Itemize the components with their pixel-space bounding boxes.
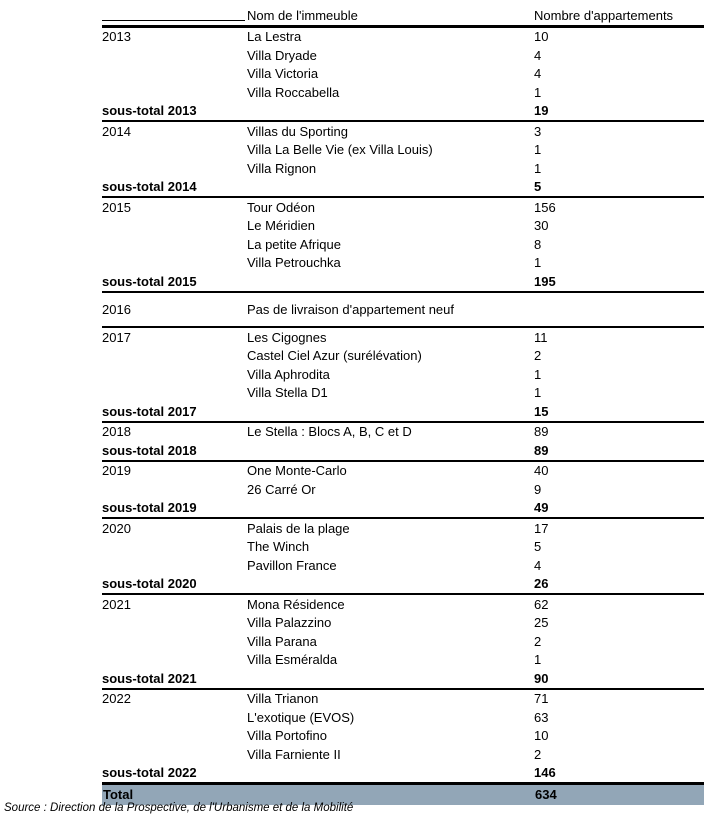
subtotal-label-cell: sous-total 2018: [102, 441, 247, 461]
subtotal-value-cell: 195: [534, 272, 704, 292]
building-row: [102, 461, 704, 481]
subtotal-value-cell: 49: [534, 499, 704, 519]
apartment-count-cell: 62: [534, 596, 549, 612]
year-cell: [102, 254, 247, 273]
building-row: [102, 254, 704, 273]
year-cell: [102, 65, 247, 84]
apartment-count-cell: 156: [534, 199, 556, 215]
year-cell: 2022: [102, 691, 131, 706]
subtotal-value-cell: 5: [534, 178, 704, 198]
year-cell: 2020: [102, 520, 131, 536]
building-name-cell: Villa Parana: [247, 633, 317, 649]
subtotal-spacer-cell: [247, 499, 534, 519]
building-row: [102, 614, 704, 633]
total-value-cell: 634: [534, 784, 704, 805]
year-cell: [102, 217, 247, 236]
subtotal-row: [102, 272, 704, 292]
apartment-count-cell: 4: [534, 47, 542, 63]
building-row: [102, 480, 704, 499]
subtotal-row: [102, 669, 704, 689]
apartment-count-cell: [534, 292, 704, 328]
apartment-count-cell: 1: [534, 84, 542, 100]
subtotal-value-cell: 19: [534, 102, 704, 122]
year-cell: 2019: [102, 463, 131, 478]
building-name-cell: Villa Palazzino: [247, 615, 332, 630]
building-row: [102, 556, 704, 575]
year-cell: [102, 365, 247, 384]
subtotal-row: [102, 402, 704, 422]
apartment-count-cell: 1: [534, 160, 542, 176]
building-row: [102, 46, 704, 65]
subtotal-spacer-cell: [247, 575, 534, 595]
subtotal-row: [102, 575, 704, 595]
year-cell: 2016: [102, 292, 247, 328]
year-cell: 2021: [102, 596, 131, 612]
year-cell: [102, 632, 247, 651]
building-name-cell: L'exotique (EVOS): [247, 709, 355, 725]
year-cell: 2018: [102, 424, 131, 439]
building-name-cell: Le Méridien: [247, 218, 315, 233]
apartment-count-cell: 3: [534, 123, 542, 139]
year-cell: [102, 235, 247, 254]
building-name-cell: Pas de livraison d'appartement neuf: [247, 292, 534, 328]
year-cell: [102, 83, 247, 102]
subtotal-value-cell: 26: [534, 575, 704, 595]
subtotal-value-cell: 15: [534, 402, 704, 422]
building-name-cell: Villa Roccabella: [247, 84, 340, 100]
building-row: [102, 235, 704, 254]
apartment-count-cell: 2: [534, 348, 542, 363]
year-cell: [102, 727, 247, 746]
year-cell: [102, 347, 247, 366]
apartment-count-cell: 10: [534, 29, 549, 44]
subtotal-spacer-cell: [247, 178, 534, 198]
apartment-count-cell: 17: [534, 520, 549, 536]
apartment-count-cell: 2: [534, 746, 542, 762]
building-name-cell: Villa Portofino: [247, 728, 327, 743]
building-name-cell: Villa Dryade: [247, 47, 317, 63]
building-row: [102, 26, 704, 46]
apartment-count-cell: 63: [534, 709, 549, 725]
building-name-cell: Le Stella : Blocs A, B, C et D: [247, 424, 412, 439]
building-name-cell: Castel Ciel Azur (surélévation): [247, 348, 422, 363]
building-name-cell: The Winch: [247, 539, 310, 554]
subtotal-row: [102, 441, 704, 461]
subtotal-row: [102, 178, 704, 198]
subtotal-spacer-cell: [247, 272, 534, 292]
apartment-count-cell: 4: [534, 557, 542, 573]
building-row: [102, 197, 704, 217]
apartments-table-wrap: [102, 6, 704, 805]
subtotal-label-cell: sous-total 2017: [102, 402, 247, 422]
header-year-cell: [102, 6, 247, 26]
apartment-count-cell: 1: [534, 652, 542, 667]
building-name-cell: Villa Farniente II: [247, 746, 341, 762]
subtotal-label-cell: sous-total 2020: [102, 575, 247, 595]
total-label-cell: Total: [102, 784, 247, 805]
building-row: [102, 65, 704, 84]
building-row: [102, 141, 704, 160]
subtotal-value-cell: 90: [534, 669, 704, 689]
building-name-cell: Les Cigognes: [247, 329, 327, 345]
subtotal-spacer-cell: [247, 402, 534, 422]
subtotal-label-cell: sous-total 2013: [102, 102, 247, 122]
building-name-cell: Villa Esméralda: [247, 652, 338, 667]
year-cell: [102, 46, 247, 65]
building-row: [102, 365, 704, 384]
year-cell: [102, 480, 247, 499]
apartment-count-cell: 1: [534, 366, 542, 382]
apartments-table: [102, 6, 704, 805]
year-cell: [102, 708, 247, 727]
building-row: [102, 347, 704, 366]
subtotal-spacer-cell: [247, 764, 534, 784]
year-cell: 2017: [102, 329, 131, 345]
year-cell: [102, 141, 247, 160]
apartment-count-cell: 71: [534, 691, 549, 706]
building-name-cell: One Monte-Carlo: [247, 463, 347, 478]
apartment-count-cell: 10: [534, 728, 549, 743]
apartment-count-cell: 5: [534, 539, 542, 554]
year-cell: [102, 556, 247, 575]
header-apartment-count: Nombre d'appartements: [534, 6, 704, 26]
building-name-cell: Palais de la plage: [247, 520, 350, 536]
building-row: [102, 538, 704, 557]
building-name-cell: Villa Victoria: [247, 66, 319, 81]
apartment-count-cell: 2: [534, 633, 542, 649]
no-delivery-row: [102, 292, 704, 328]
building-row: [102, 708, 704, 727]
year-cell: [102, 745, 247, 764]
building-row: [102, 745, 704, 764]
apartment-count-cell: 1: [534, 142, 542, 157]
building-row: [102, 384, 704, 403]
apartment-count-cell: 4: [534, 66, 542, 81]
building-row: [102, 422, 704, 442]
building-row: [102, 121, 704, 141]
year-cell: [102, 614, 247, 633]
building-row: [102, 689, 704, 709]
apartment-count-cell: 40: [534, 463, 549, 478]
year-cell: [102, 159, 247, 178]
building-name-cell: Villas du Sporting: [247, 123, 348, 139]
building-name-cell: Villa Trianon: [247, 691, 319, 706]
year-cell: 2015: [102, 199, 131, 215]
building-name-cell: Villa Aphrodita: [247, 366, 330, 382]
subtotal-spacer-cell: [247, 441, 534, 461]
subtotal-label-cell: sous-total 2014: [102, 178, 247, 198]
year-cell: [102, 538, 247, 557]
table-header-row: [102, 6, 704, 26]
building-name-cell: Villa Petrouchka: [247, 255, 341, 270]
apartment-count-cell: 30: [534, 218, 549, 233]
subtotal-row: [102, 764, 704, 784]
subtotal-value-cell: 89: [534, 441, 704, 461]
building-row: [102, 727, 704, 746]
apartment-count-cell: 89: [534, 424, 549, 439]
apartment-count-cell: 25: [534, 615, 549, 630]
year-cell: [102, 651, 247, 670]
apartment-count-cell: 1: [534, 255, 542, 270]
subtotal-label-cell: sous-total 2021: [102, 669, 247, 689]
building-name-cell: Mona Résidence: [247, 596, 345, 612]
subtotal-row: [102, 102, 704, 122]
building-name-cell: La Lestra: [247, 29, 302, 44]
building-row: [102, 594, 704, 614]
header-building-name: Nom de l'immeuble: [247, 6, 534, 26]
building-row: [102, 83, 704, 102]
subtotal-label-cell: sous-total 2015: [102, 272, 247, 292]
apartment-count-cell: 11: [534, 329, 548, 345]
apartment-count-cell: 9: [534, 481, 542, 497]
building-name-cell: Villa La Belle Vie (ex Villa Louis): [247, 142, 433, 157]
source-note: Source : Direction de la Prospective, de l'Urbanisme et de la Mobilité: [4, 802, 354, 814]
building-name-cell: Pavillon France: [247, 557, 337, 573]
subtotal-value-cell: 146: [534, 764, 704, 784]
apartment-count-cell: 8: [534, 236, 542, 252]
year-cell: [102, 384, 247, 403]
subtotal-label-cell: sous-total 2019: [102, 499, 247, 519]
building-row: [102, 651, 704, 670]
year-cell: 2014: [102, 123, 131, 139]
building-row: [102, 632, 704, 651]
building-name-cell: Tour Odéon: [247, 199, 315, 215]
building-name-cell: Villa Rignon: [247, 160, 317, 176]
apartment-count-cell: 1: [534, 385, 542, 400]
building-name-cell: La petite Afrique: [247, 236, 341, 252]
apartments-table-body: [102, 26, 704, 805]
year-cell: 2013: [102, 29, 131, 44]
subtotal-spacer-cell: [247, 669, 534, 689]
building-row: [102, 327, 704, 347]
building-name-cell: Villa Stella D1: [247, 385, 328, 400]
building-row: [102, 217, 704, 236]
subtotal-spacer-cell: [247, 102, 534, 122]
building-name-cell: 26 Carré Or: [247, 481, 316, 497]
building-row: [102, 518, 704, 538]
subtotal-label-cell: sous-total 2022: [102, 764, 247, 784]
subtotal-row: [102, 499, 704, 519]
building-row: [102, 159, 704, 178]
